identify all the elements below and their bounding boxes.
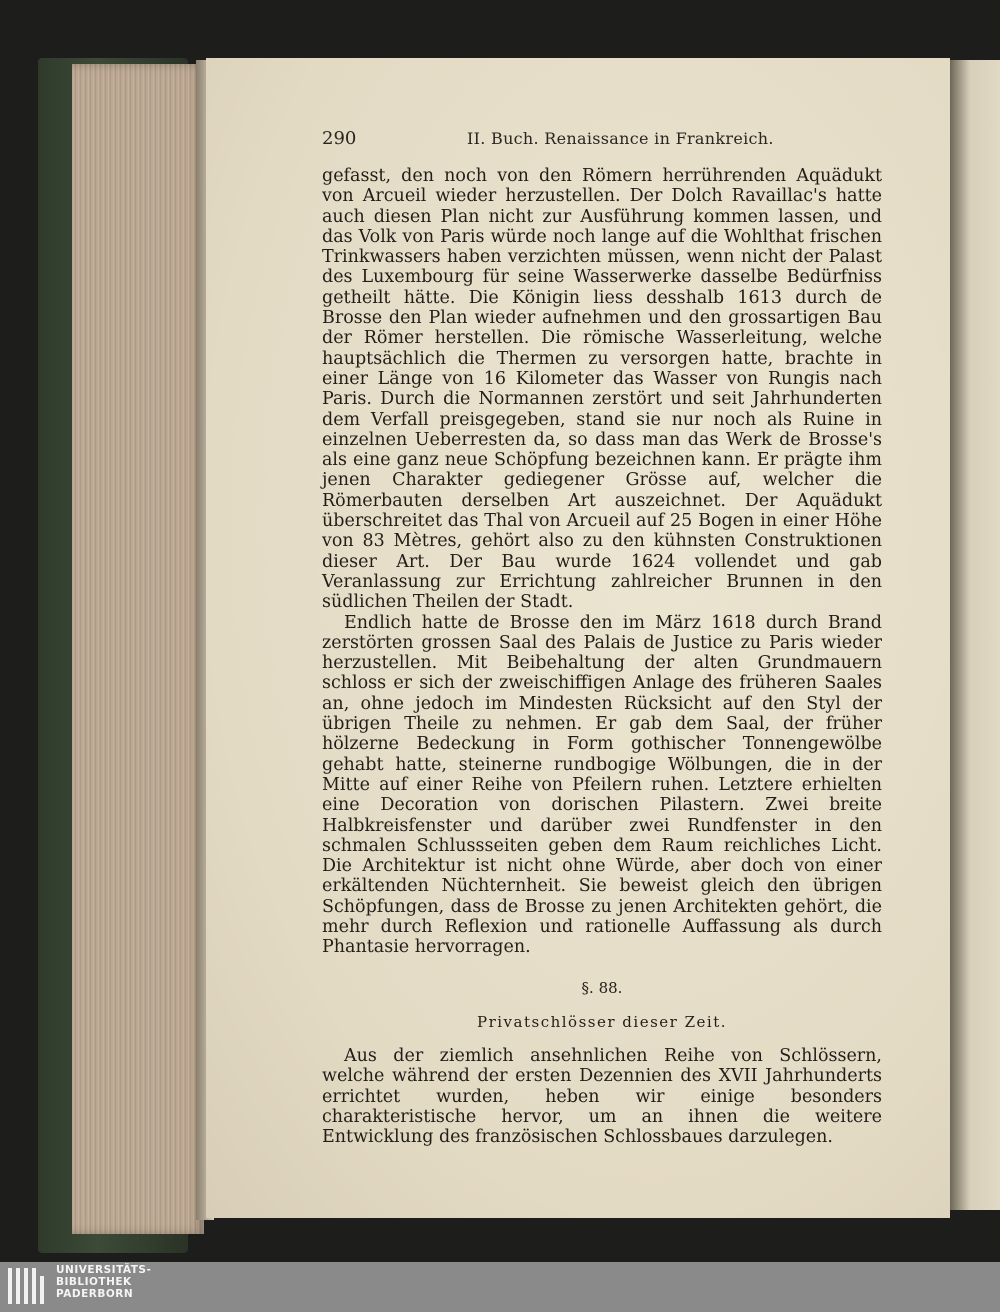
paragraph-3: Aus der ziemlich ansehnlichen Reihe von Schlössern, welche während der ersten Dezennien des XVII Jahrhunderts errichtet wurden, heben wir einige besonders charakteristische hervor, um an ihnen die weitere Entwicklung des französischen Schlossbaues darzulegen.: [322, 1046, 882, 1148]
page-header: [322, 128, 882, 154]
library-line-3: PADERBORN: [56, 1288, 134, 1300]
paragraph-1: gefasst, den noch von den Römern herrührenden Aquädukt von Arcueil wieder herzustellen. Der Dolch Ravaillac's hatte auch diesen Plan nicht zur Ausführung kommen lassen, und das Volk von Paris würde noch lange auf die Wohlthat frischen Trinkwassers haben verzichten müssen, wenn nicht der Palast des Luxembourg für seine Wasserwerke dasselbe Bedürfniss getheilt hätte. Die Königin liess desshalb 1613 durch de Brosse den Plan wieder aufnehmen und den grossartigen Bau der Römer herstellen. Die römische Wasserleitung, welche hauptsächlich die Thermen zu versorgen hatte, brachte in einer Länge von 16 Kilometer das Wasser von Rungis nach Paris. Durch die Normannen zerstört und seit Jahrhunderten dem Verfall preisgegeben, stand sie nur noch als Ruine in einzelnen Ueberresten da, so dass man das Werk de Brosse's als eine ganz neue Schöpfung bezeichnen kann. Er prägte ihm jenen Charakter gediegener Grösse auf, welcher die Römerbauten derselben Art auszeichnet. Der Aquädukt überschreitet das Thal von Arcueil auf 25 Bogen in einer Höhe von 83 Mètres, gehört also zu den kühnsten Construktionen dieser Art. Der Bau wurde 1624 vollendet und gab Veranlassung zur Errichtung zahlreicher Brunnen in den südlichen Theilen der Stadt.: [322, 166, 882, 613]
page-edges: [72, 64, 204, 1234]
section-title: Privatschlösser dieser Zeit.: [477, 1012, 727, 1031]
library-name: [56, 1264, 151, 1300]
page-body: [322, 166, 882, 1148]
library-logo-icon: [6, 1264, 46, 1308]
library-line-2: BIBLIOTHEK: [56, 1276, 132, 1288]
library-line-1: UNIVERSITÄTS-: [56, 1264, 152, 1276]
page-number: 290: [322, 128, 357, 149]
paragraph-2: Endlich hatte de Brosse den im März 1618 durch Brand zerstörten grossen Saal des Palais de Justice zu Paris wieder herzustellen. Mit Beibehaltung der alten Grundmauern schloss er sich der zweischiffigen Anlage des früheren Saales an, ohne jedoch im Mindesten Rücksicht auf den Styl der übrigen Theile zu nehmen. Er gab dem Saal, der früher hölzerne Bedeckung in Form gothischer Tonnengewölbe gehabt hatte, steinerne rundbogige Wölbungen, die in der Mitte auf einer Reihe von Pfeilern ruhen. Letztere erhielten eine Decoration von dorischen Pilastern. Zwei breite Halbkreisfenster und darüber zwei Rundfenster in den schmalen Schlussseiten geben dem Raum reichliches Licht. Die Architektur ist nicht ohne Würde, aber doch von einer erkältenden Nüchternheit. Sie beweist gleich den übrigen Schöpfungen, dass de Brosse zu jenen Architekten gehört, die mehr durch Reflexion und rationelle Auffassung als durch Phantasie hervorragen.: [322, 612, 882, 958]
facing-page-edge: [950, 60, 1000, 1210]
running-title: II. Buch. Renaissance in Frankreich.: [467, 129, 774, 148]
section-number: §. 88.: [581, 978, 623, 997]
